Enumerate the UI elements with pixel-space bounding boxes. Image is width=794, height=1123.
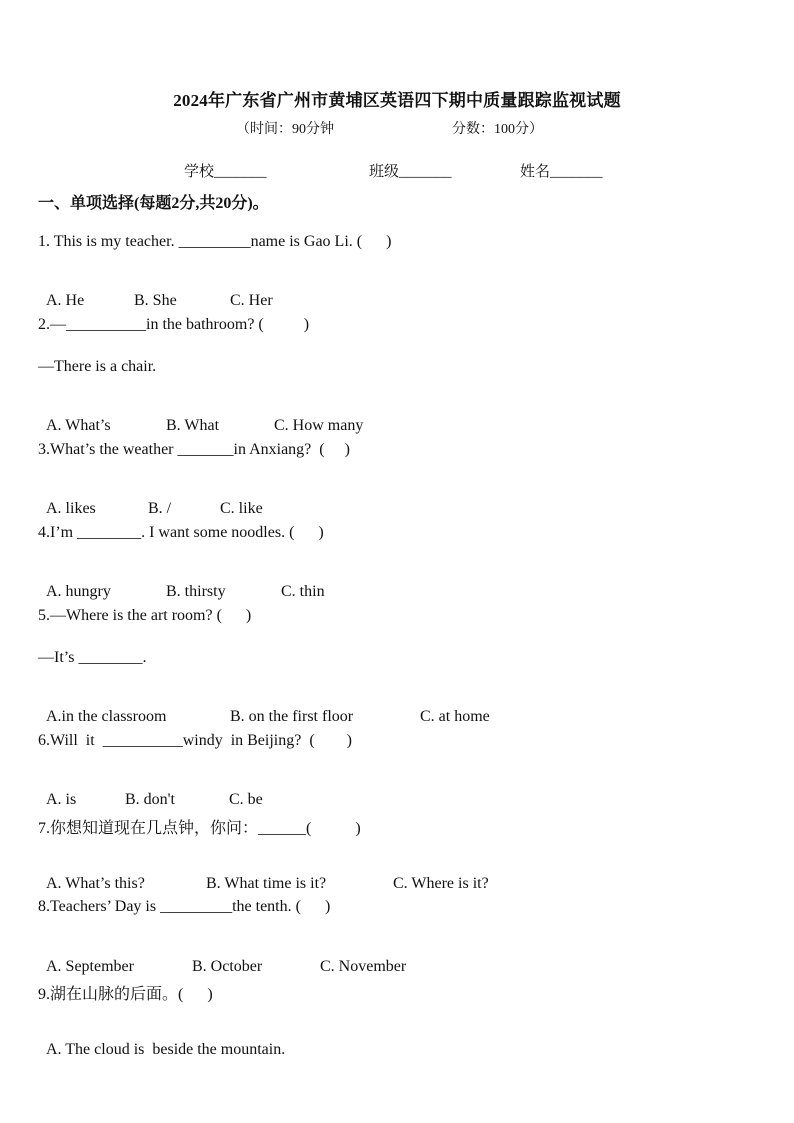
option-c[interactable]: C. How many [274, 417, 364, 434]
exam-time: （时间：90分钟 [236, 122, 334, 137]
question-2-reply: —There is a chair. [38, 358, 157, 375]
options-7 [38, 857, 489, 893]
options-8 [38, 940, 406, 976]
options-4 [38, 565, 325, 601]
option-a[interactable]: A. hungry [46, 583, 111, 600]
option-a[interactable]: A. likes [46, 500, 96, 517]
option-b[interactable]: B. thirsty [166, 583, 226, 600]
question-5: 5.—Where is the art room? ( ) [38, 607, 252, 624]
question-8: 8.Teachers’ Day is _________the tenth. ( ) [38, 898, 331, 915]
option-a[interactable]: A. September [46, 958, 134, 975]
option-b[interactable]: B. don't [125, 791, 175, 808]
option-c[interactable]: C. be [229, 791, 263, 808]
name-field[interactable]: 姓名_______ [520, 164, 603, 180]
option-c[interactable]: C. like [220, 500, 263, 517]
question-1: 1. This is my teacher. _________name is Gao Li. ( ) [38, 233, 392, 250]
option-c[interactable]: C. Where is it? [393, 875, 489, 892]
question-9: 9.湖在山脉的后面。( ) [38, 986, 213, 1003]
option-c[interactable]: C. at home [420, 708, 490, 725]
options-9 [38, 1023, 285, 1059]
options-6 [38, 773, 263, 809]
options-5 [38, 690, 490, 726]
question-3: 3.What’s the weather _______in Anxiang? ( ) [38, 441, 350, 458]
option-a[interactable]: A. He [46, 292, 85, 309]
class-field[interactable]: 班级_______ [369, 164, 452, 180]
question-2: 2.—__________in the bathroom? ( ) [38, 316, 310, 333]
option-a[interactable]: A. What’s [46, 417, 111, 434]
option-c[interactable]: C. November [320, 958, 407, 975]
options-3 [38, 482, 263, 518]
question-5-reply: —It’s ________. [38, 649, 147, 666]
option-b[interactable]: B. on the first floor [230, 708, 354, 725]
option-c[interactable]: C. thin [281, 583, 325, 600]
section-heading: 一、单项选择(每题2分,共20分)。 [38, 195, 269, 212]
options-1 [38, 274, 273, 310]
option-b[interactable]: B. What [166, 417, 220, 434]
option-b[interactable]: B. October [192, 958, 263, 975]
option-a[interactable]: A. is [46, 791, 77, 808]
option-a[interactable]: A.in the classroom [46, 708, 167, 725]
exam-score: 分数：100分） [452, 122, 543, 137]
exam-title: 2024年广东省广州市黄埔区英语四下期中质量跟踪监视试题 [173, 91, 621, 110]
option-a[interactable]: A. The cloud is beside the mountain. [46, 1041, 286, 1058]
options-2 [38, 399, 363, 435]
question-4: 4.I’m ________. I want some noodles. ( ) [38, 524, 324, 541]
school-field[interactable]: 学校_______ [184, 164, 267, 180]
question-6: 6.Will it __________windy in Beijing? ( ) [38, 732, 352, 749]
question-7: 7.你想知道现在几点钟，你问：______( ) [38, 820, 361, 837]
option-b[interactable]: B. / [148, 500, 172, 517]
option-b[interactable]: B. What time is it? [206, 875, 327, 892]
option-b[interactable]: B. She [134, 292, 177, 309]
option-c[interactable]: C. Her [230, 292, 273, 309]
option-a[interactable]: A. What’s this? [46, 875, 145, 892]
